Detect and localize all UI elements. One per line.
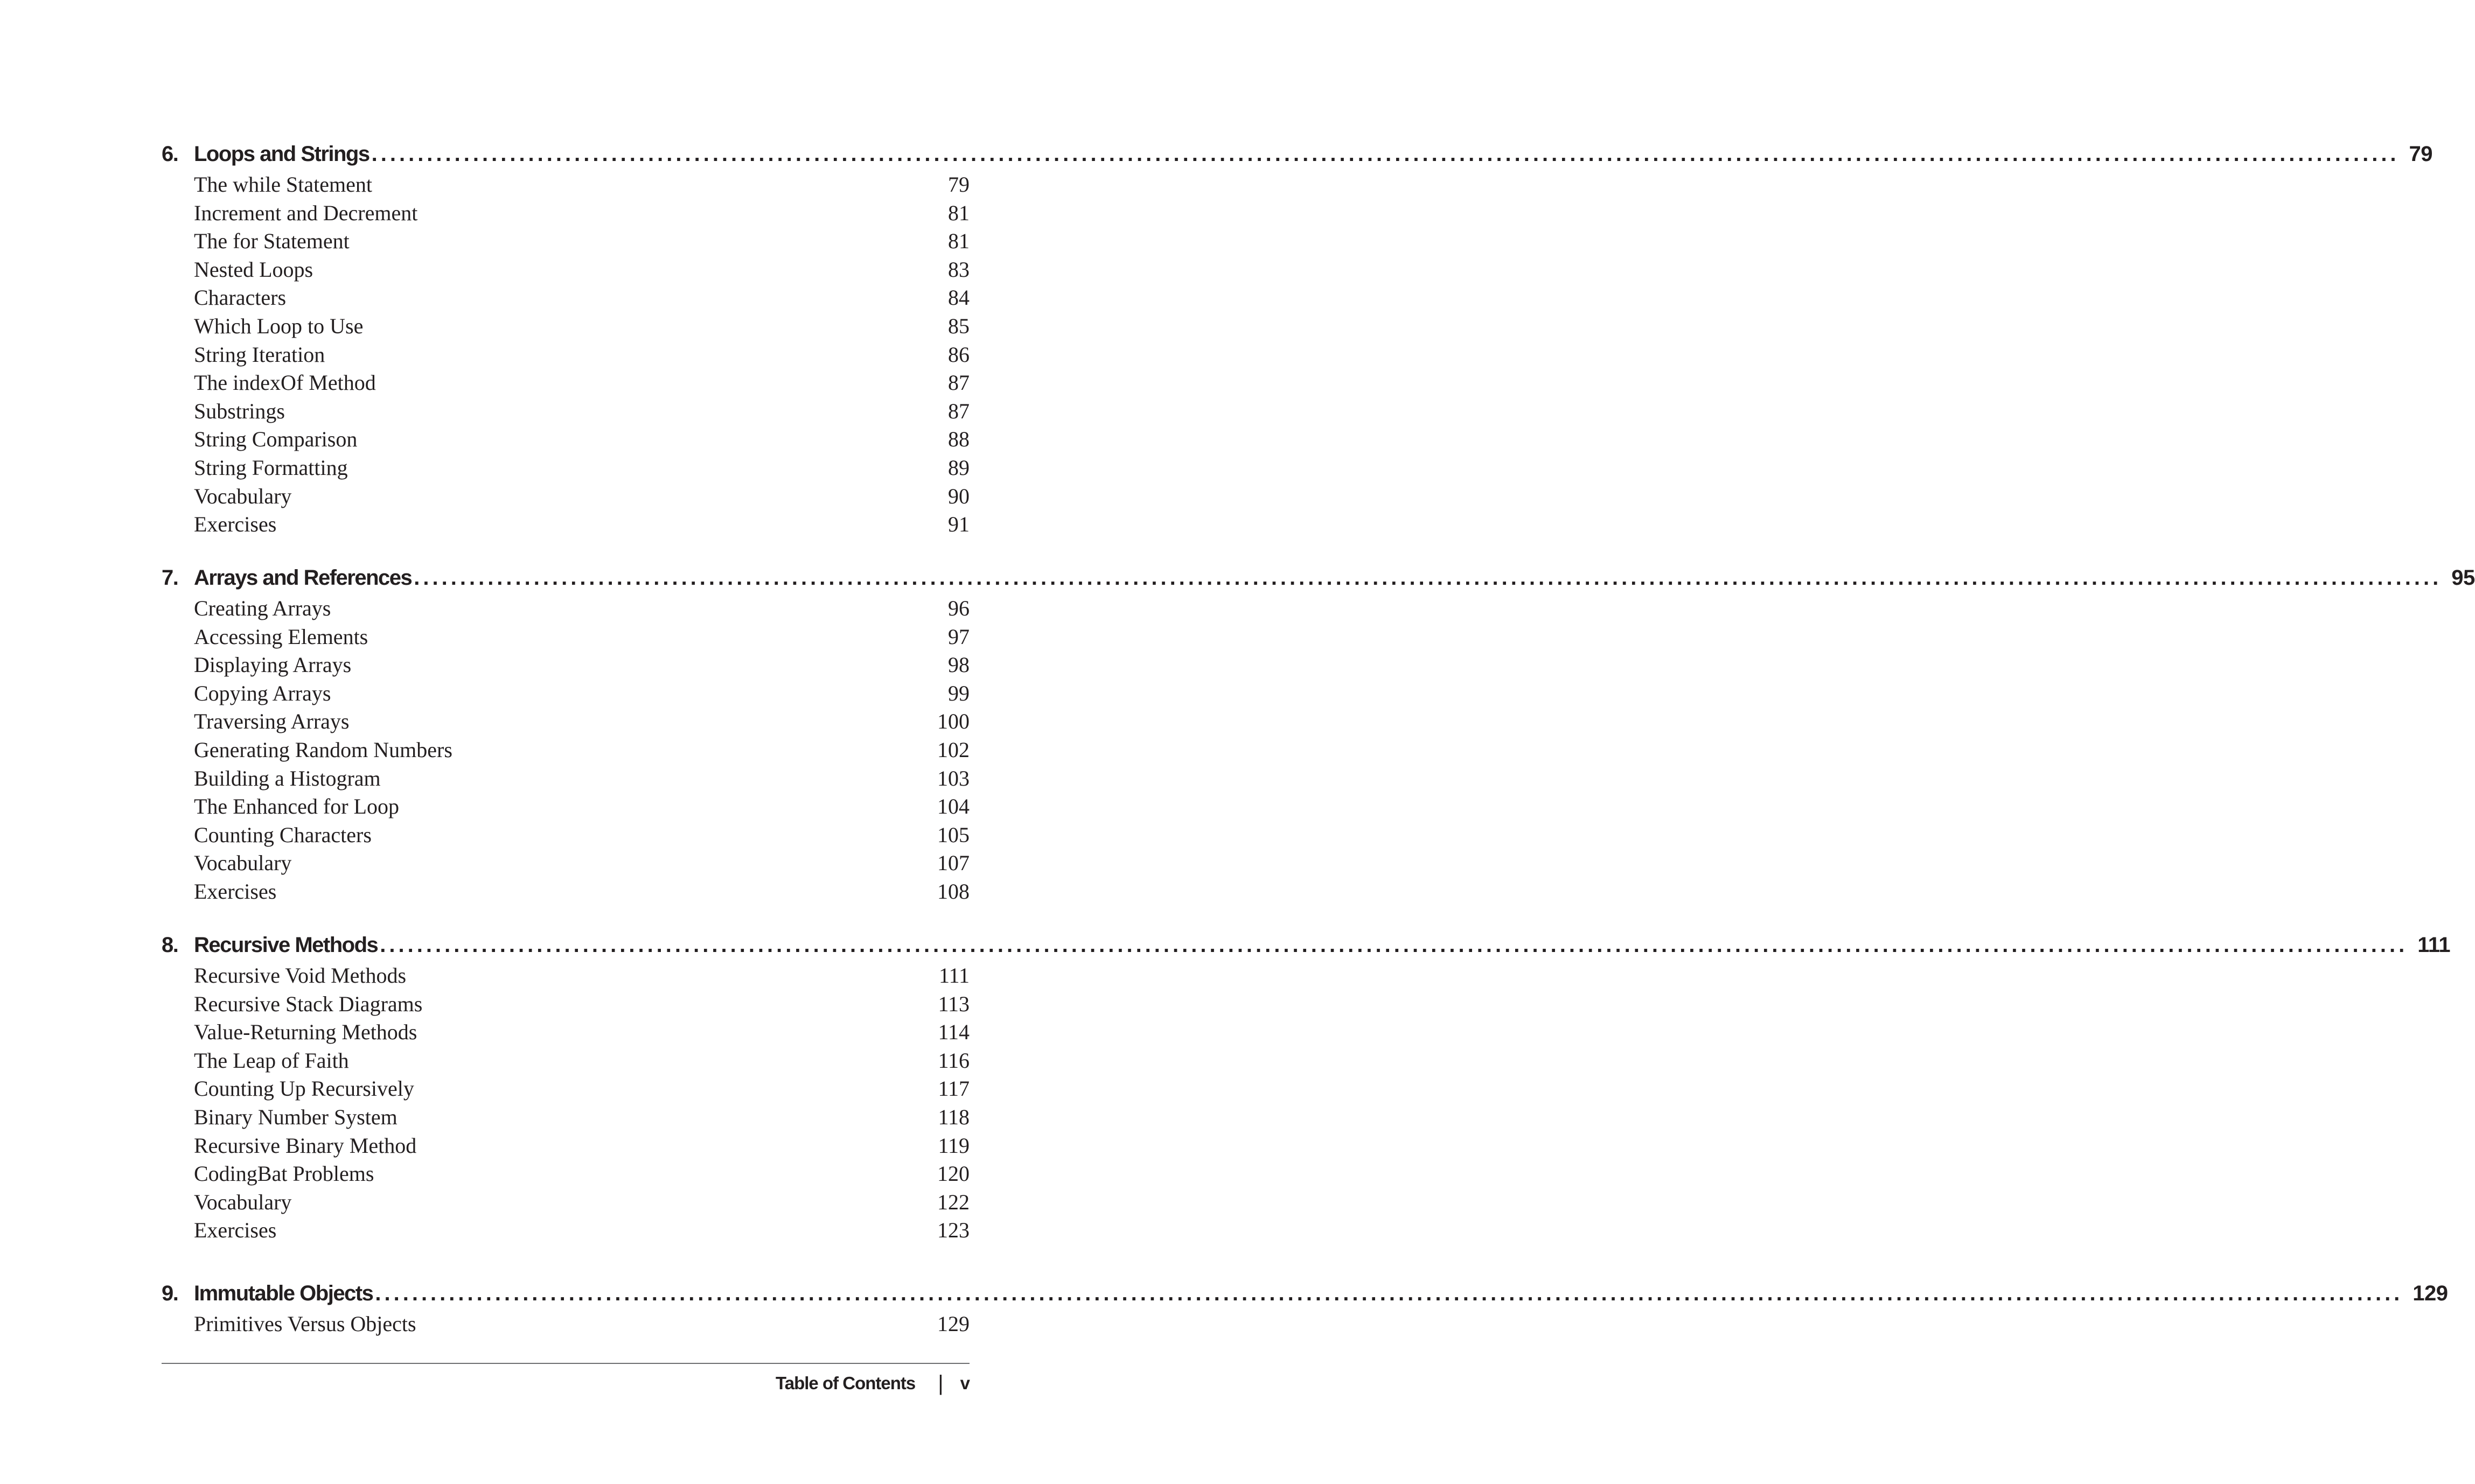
section-entry[interactable] — [162, 482, 970, 511]
dot-leader: ............................................................................................................................................................................................................................ — [380, 933, 2408, 957]
section-entry[interactable] — [162, 962, 970, 990]
section-entry[interactable] — [162, 256, 970, 284]
section-entry[interactable] — [162, 1216, 970, 1245]
section-page-number: 97 — [948, 624, 970, 649]
section-entry[interactable] — [162, 227, 970, 256]
chapter-title: Loops and Strings — [194, 142, 369, 166]
section-entry[interactable] — [162, 680, 970, 708]
section-page-number: 102 — [937, 737, 970, 762]
chapter-number: 6. — [162, 142, 178, 166]
section-title: Vocabulary — [194, 851, 292, 876]
section-page-number: 118 — [938, 1104, 970, 1129]
footer-page-number: v — [960, 1373, 970, 1393]
section-title: Traversing Arrays — [194, 709, 350, 734]
section-title: Binary Number System — [194, 1104, 398, 1129]
section-page-number: 87 — [948, 398, 970, 423]
section-page-number: 123 — [937, 1218, 970, 1243]
section-entry[interactable] — [162, 765, 970, 793]
section-list — [162, 1310, 970, 1339]
section-entry[interactable] — [162, 878, 970, 906]
chapter-title: Recursive Methods — [194, 933, 378, 957]
section-entry[interactable] — [162, 369, 970, 397]
chapter-number: 7. — [162, 566, 178, 590]
section-title: Displaying Arrays — [194, 653, 352, 677]
section-page-number: 79 — [948, 172, 970, 197]
section-entry[interactable] — [162, 425, 970, 454]
section-title: Building a Histogram — [194, 766, 381, 790]
chapter-entry — [162, 561, 2475, 906]
section-entry[interactable] — [162, 594, 970, 623]
section-entry[interactable] — [162, 708, 970, 736]
section-page-number: 99 — [948, 681, 970, 705]
section-title: Accessing Elements — [194, 624, 368, 649]
section-page-number: 116 — [938, 1048, 970, 1073]
section-title: Recursive Stack Diagrams — [194, 991, 423, 1016]
section-title: The Leap of Faith — [194, 1048, 349, 1073]
section-page-number: 87 — [948, 370, 970, 395]
section-title: Copying Arrays — [194, 681, 331, 705]
chapter-page-number: 111 — [2417, 933, 2451, 957]
section-page-number: 119 — [938, 1133, 970, 1158]
section-page-number: 129 — [937, 1312, 970, 1336]
chapter-page-number: 95 — [2451, 566, 2475, 590]
section-title: Characters — [194, 285, 287, 310]
section-entry[interactable] — [162, 454, 970, 482]
section-title: Exercises — [194, 512, 277, 537]
dot-leader: ............................................................................................................................................................................................................................ — [371, 142, 2400, 166]
section-page-number: 98 — [948, 653, 970, 677]
section-title: Exercises — [194, 1218, 277, 1243]
section-page-number: 88 — [948, 427, 970, 452]
section-entry[interactable] — [162, 623, 970, 652]
chapter-page-number: 79 — [2409, 142, 2433, 166]
section-page-number: 108 — [937, 879, 970, 904]
section-page-number: 111 — [938, 963, 970, 988]
section-title: The while Statement — [194, 172, 373, 197]
section-entry[interactable] — [162, 1188, 970, 1217]
section-entry[interactable] — [162, 1103, 970, 1132]
section-page-number: 100 — [937, 709, 970, 734]
section-title: Vocabulary — [194, 1189, 292, 1214]
section-page-number: 96 — [948, 596, 970, 620]
section-title: Primitives Versus Objects — [194, 1312, 416, 1336]
section-entry[interactable] — [162, 1075, 970, 1103]
section-list — [162, 171, 970, 539]
section-title: Increment and Decrement — [194, 200, 418, 225]
section-title: CodingBat Problems — [194, 1161, 374, 1186]
section-entry[interactable] — [162, 1310, 970, 1339]
chapter-number: 9. — [162, 1282, 178, 1305]
section-title: The for Statement — [194, 229, 350, 254]
chapter-heading[interactable] — [162, 928, 2451, 962]
section-entry[interactable] — [162, 312, 970, 341]
section-page-number: 81 — [948, 200, 970, 225]
section-page-number: 103 — [937, 766, 970, 790]
section-page-number: 113 — [938, 991, 970, 1016]
section-title: Which Loop to Use — [194, 313, 364, 338]
footer-label: Table of Contents — [776, 1373, 916, 1393]
section-page-number: 122 — [937, 1189, 970, 1214]
chapter-entry — [162, 137, 2433, 539]
section-page-number: 84 — [948, 285, 970, 310]
section-entry[interactable] — [162, 821, 970, 850]
section-page-number: 85 — [948, 313, 970, 338]
chapter-page-number: 129 — [2413, 1282, 2448, 1305]
section-title: String Comparison — [194, 427, 358, 452]
section-page-number: 90 — [948, 484, 970, 508]
dot-leader: ............................................................................................................................................................................................................................ — [375, 1282, 2403, 1305]
section-title: Recursive Binary Method — [194, 1133, 417, 1158]
chapter-title: Immutable Objects — [194, 1282, 373, 1305]
section-title: Generating Random Numbers — [194, 737, 452, 762]
section-entry[interactable] — [162, 284, 970, 312]
section-title: Nested Loops — [194, 257, 313, 282]
dot-leader: ............................................................................................................................................................................................................................ — [414, 566, 2442, 590]
page-footer — [162, 1370, 970, 1397]
section-title: Vocabulary — [194, 484, 292, 508]
section-entry[interactable] — [162, 510, 970, 539]
section-title: Creating Arrays — [194, 596, 331, 620]
section-entry[interactable] — [162, 199, 970, 228]
section-page-number: 81 — [948, 229, 970, 254]
section-entry[interactable] — [162, 1160, 970, 1188]
section-entry[interactable] — [162, 1047, 970, 1075]
section-title: String Iteration — [194, 342, 325, 367]
section-list — [162, 962, 970, 1245]
section-title: The Enhanced for Loop — [194, 794, 399, 819]
section-entry[interactable] — [162, 849, 970, 878]
chapter-entry — [162, 928, 2451, 1245]
section-title: Exercises — [194, 879, 277, 904]
section-page-number: 105 — [937, 822, 970, 847]
section-page-number: 91 — [948, 512, 970, 537]
chapter-entry — [162, 1277, 2448, 1339]
section-entry[interactable] — [162, 1132, 970, 1160]
section-page-number: 83 — [948, 257, 970, 282]
section-title: Counting Characters — [194, 822, 372, 847]
chapter-heading[interactable] — [162, 1277, 2448, 1310]
section-entry[interactable] — [162, 1018, 970, 1047]
section-title: Value-Returning Methods — [194, 1020, 417, 1045]
section-entry[interactable] — [162, 397, 970, 426]
chapter-heading[interactable] — [162, 137, 2433, 171]
section-entry[interactable] — [162, 171, 970, 199]
section-entry[interactable] — [162, 793, 970, 821]
section-page-number: 104 — [937, 794, 970, 819]
section-page-number: 89 — [948, 455, 970, 480]
section-title: The indexOf Method — [194, 370, 376, 395]
section-title: Recursive Void Methods — [194, 963, 407, 988]
section-entry[interactable] — [162, 990, 970, 1019]
chapter-title: Arrays and References — [194, 566, 412, 590]
footer-separator: | — [938, 1371, 943, 1395]
section-page-number: 86 — [948, 342, 970, 367]
section-list — [162, 594, 970, 906]
section-entry[interactable] — [162, 341, 970, 369]
section-title: Counting Up Recursively — [194, 1076, 414, 1101]
section-page-number: 120 — [937, 1161, 970, 1186]
section-title: String Formatting — [194, 455, 348, 480]
section-entry[interactable] — [162, 651, 970, 680]
section-page-number: 114 — [938, 1020, 970, 1045]
chapter-heading[interactable] — [162, 561, 2475, 594]
section-entry[interactable] — [162, 736, 970, 765]
chapter-number: 8. — [162, 933, 178, 957]
section-title: Substrings — [194, 398, 285, 423]
footer-rule — [162, 1363, 970, 1364]
section-page-number: 107 — [937, 851, 970, 876]
section-page-number: 117 — [938, 1076, 970, 1101]
